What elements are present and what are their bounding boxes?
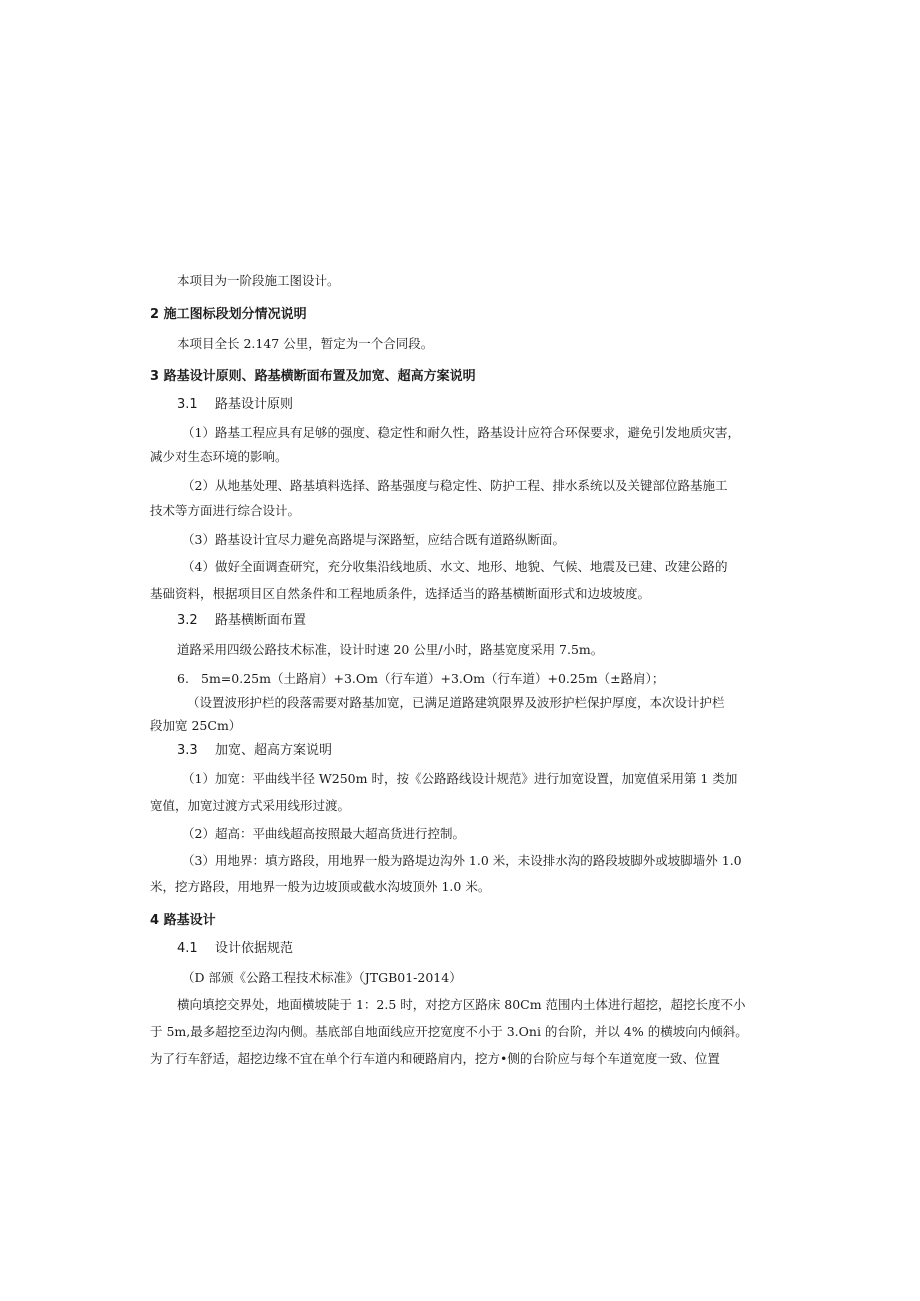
subsection-3-1-heading [177,396,293,414]
subsection-title: 路基横断面布置 [215,613,307,628]
paragraph-3-1-1-line-2: 减少对生态环境的影响。 [150,449,288,464]
paragraph-4-1-2-line-1: 横向填挖交界处，地面横坡陡于 1：2.5 时，对挖方区路床 80Cm 范围内土体进行超挖，超挖长度不小 [177,997,746,1012]
paragraph-3-2-3-line-2: 段加宽 25Cm） [150,718,242,733]
paragraph-3-1-4-line-2: 基础资料，根据项目区自然条件和工程地质条件，选择适当的路基横断面形式和边坡坡度。 [150,586,651,601]
subsection-number: 4.1 [177,941,198,956]
subsection-3-3-heading [177,742,332,760]
list-number: 6. [177,671,189,686]
subsection-title: 路基设计原则 [215,397,294,412]
paragraph-3-2-3-line-1: （设置波形护栏的段落需要对路基加宽，已满足道路建筑限界及波形护栏保护厚度，本次设计护栏 [187,695,725,710]
paragraph-3-3-1-line-1: （1）加宽：平曲线半径 W250m 时，按《公路路线设计规范》进行加宽设置，加宽值采用第 1 类加 [182,771,738,786]
paragraph-3-1-3: （3）路基设计宜尽力避免高路堤与深路堑，应结合既有道路纵断面。 [182,532,565,547]
paragraph-4-1-1: （D 部颁《公路工程技术标准》（JTGB01-2014） [182,970,462,985]
subsection-number: 3.2 [177,613,198,628]
paragraph-3-2-1: 道路采用四级公路技术标准，设计时速 20 公里/小时，路基宽度采用 7.5m。 [177,642,604,657]
paragraph-3-3-3-line-2: 米，挖方路段，用地界一般为边坡顶或截水沟坡顶外 1.0 米。 [150,879,491,894]
intro-paragraph: 本项目为一阶段施工图设计。 [177,273,340,288]
paragraph-3-1-2-line-1: （2）从地基处理、路基填料选择、路基强度与稳定性、防护工程、排水系统以及关键部位路基施工 [182,478,728,493]
section-4-heading: 4 路基设计 [150,913,216,928]
section-2-heading: 2 施工图标段划分情况说明 [150,307,307,322]
subsection-title: 设计依据规范 [215,941,294,956]
paragraph-3-3-1-line-2: 宽值，加宽过渡方式采用线形过渡。 [150,798,351,813]
subsection-number: 3.1 [177,397,198,412]
paragraph-3-2-2 [177,670,664,688]
paragraph-3-3-2: （2）超高：平曲线超高按照最大超高货进行控制。 [182,826,465,841]
paragraph-3-1-2-line-2: 技术等方面进行综合设计。 [150,503,301,518]
subsection-title: 加宽、超高方案说明 [215,743,333,758]
section-3-heading: 3 路基设计原则、路基横断面布置及加宽、超高方案说明 [150,369,476,384]
subsection-3-2-heading [177,612,306,630]
subsection-number: 3.3 [177,743,198,758]
paragraph-4-1-2-line-2: 于 5m,最多超挖至边沟内侧。基底部自地面线应开挖宽度不小于 3.Oni 的台阶，并以 4% 的横坡向内倾斜。 [150,1024,748,1039]
paragraph-3-1-4-line-1: （4）做好全面调查研究，充分收集沿线地质、水文、地形、地貌、气候、地震及已建、改建公路的 [182,559,728,574]
paragraph-4-1-2-line-3: 为了行车舒适，超挖边缘不宜在单个行车道内和硬路肩内，挖方•侧的台阶应与每个车道宽度一致、位置 [150,1051,720,1066]
list-text: 5m=0.25m（土路肩）+3.Om（行车道）+3.Om（行车道）+0.25m（±路肩）； [201,671,665,686]
paragraph-3-3-3-line-1: （3）用地界：填方路段，用地界一般为路堤边沟外 1.0 米，未设排水沟的路段坡脚外或坡脚墙外 1.0 [182,853,742,868]
paragraph-3-1-1-line-1: （1）路基工程应具有足够的强度、稳定性和耐久性，路基设计应符合环保要求，避免引发地质灾害， [182,425,740,440]
section-2-text: 本项目全长 2.147 公里，暂定为一个合同段。 [177,336,434,351]
subsection-4-1-heading [177,940,293,958]
